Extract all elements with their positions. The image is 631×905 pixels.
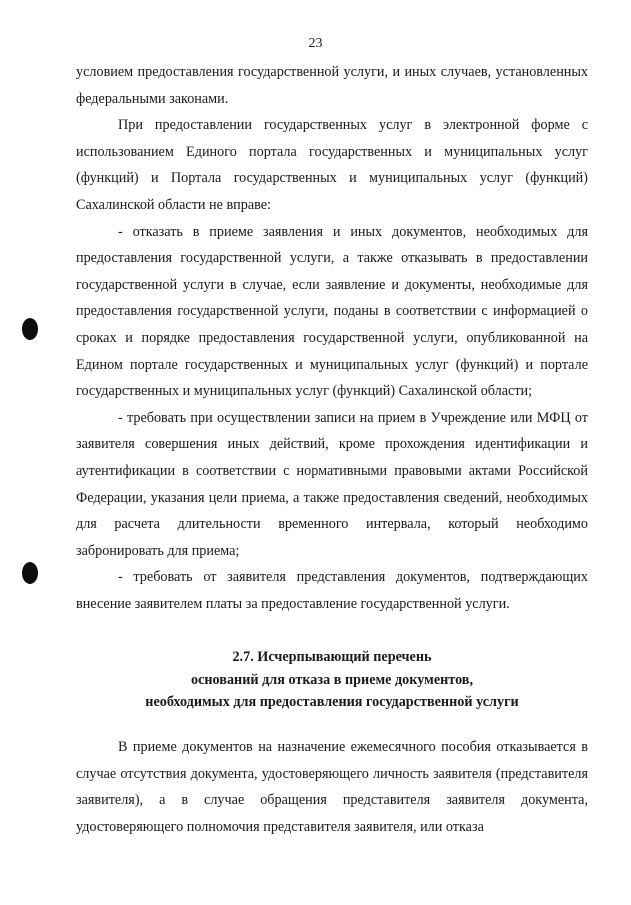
section-heading [76,646,588,714]
section-heading-line: 2.7. Исчерпывающий перечень [232,649,432,666]
paragraph-intro: При предоставлении государственных услуг в электронной форме с использованием Единого портала государственных и муниципальных услуг (функций) и Портала государственных и муниципальных услуг (функций) Сахалинской области не вправе: [76,117,588,213]
document-body [76,59,588,840]
paragraph-continuation: условием предоставления государственной услуги, и иных случаев, установленных федеральными законами. [76,64,588,107]
paragraph-closing: В приеме документов на назначение ежемесячного пособия отказывается в случае отсутствия документа, удостоверяющего личность заявителя (представителя заявителя), а в случае обращения представителя заявителя документа, удостоверяющего полномочия представителя заявителя, или отказа [76,738,588,835]
section-heading-line: оснований для отказа в приеме документов, [190,671,474,688]
punch-hole [22,318,38,340]
list-item: - требовать от заявителя представления документов, подтверждающих внесение заявителем платы за предоставление государственной услуги. [76,569,588,612]
section-heading-line: необходимых для предоставления государственной услуги [145,694,519,711]
list-item: - отказать в приеме заявления и иных документов, необходимых для предоставления государственной услуги, а также отказывать в предоставлении государственной услуги в случае, если заявление и документы, необходимые для предоставления государственной услуги, поданы в соответствии с информацией о сроках и порядке предоставления государственной услуги, опубликованной на Едином портале государственных и муниципальных услуг (функций) и портале государственных и муниципальных услуг (функций) Сахалинской области; [76,223,588,400]
list-item: - требовать при осуществлении записи на прием в Учреждение или МФЦ от заявителя совершения иных действий, кроме прохождения идентификации и аутентификации в соответствии с нормативными правовыми актами Российской Федерации, указания цели приема, а также предоставления сведений, необходимых для расчета длительности временного интервала, который необходимо забронировать для приема; [76,409,588,559]
punch-hole [22,562,38,584]
page-number: 23 [308,36,323,51]
